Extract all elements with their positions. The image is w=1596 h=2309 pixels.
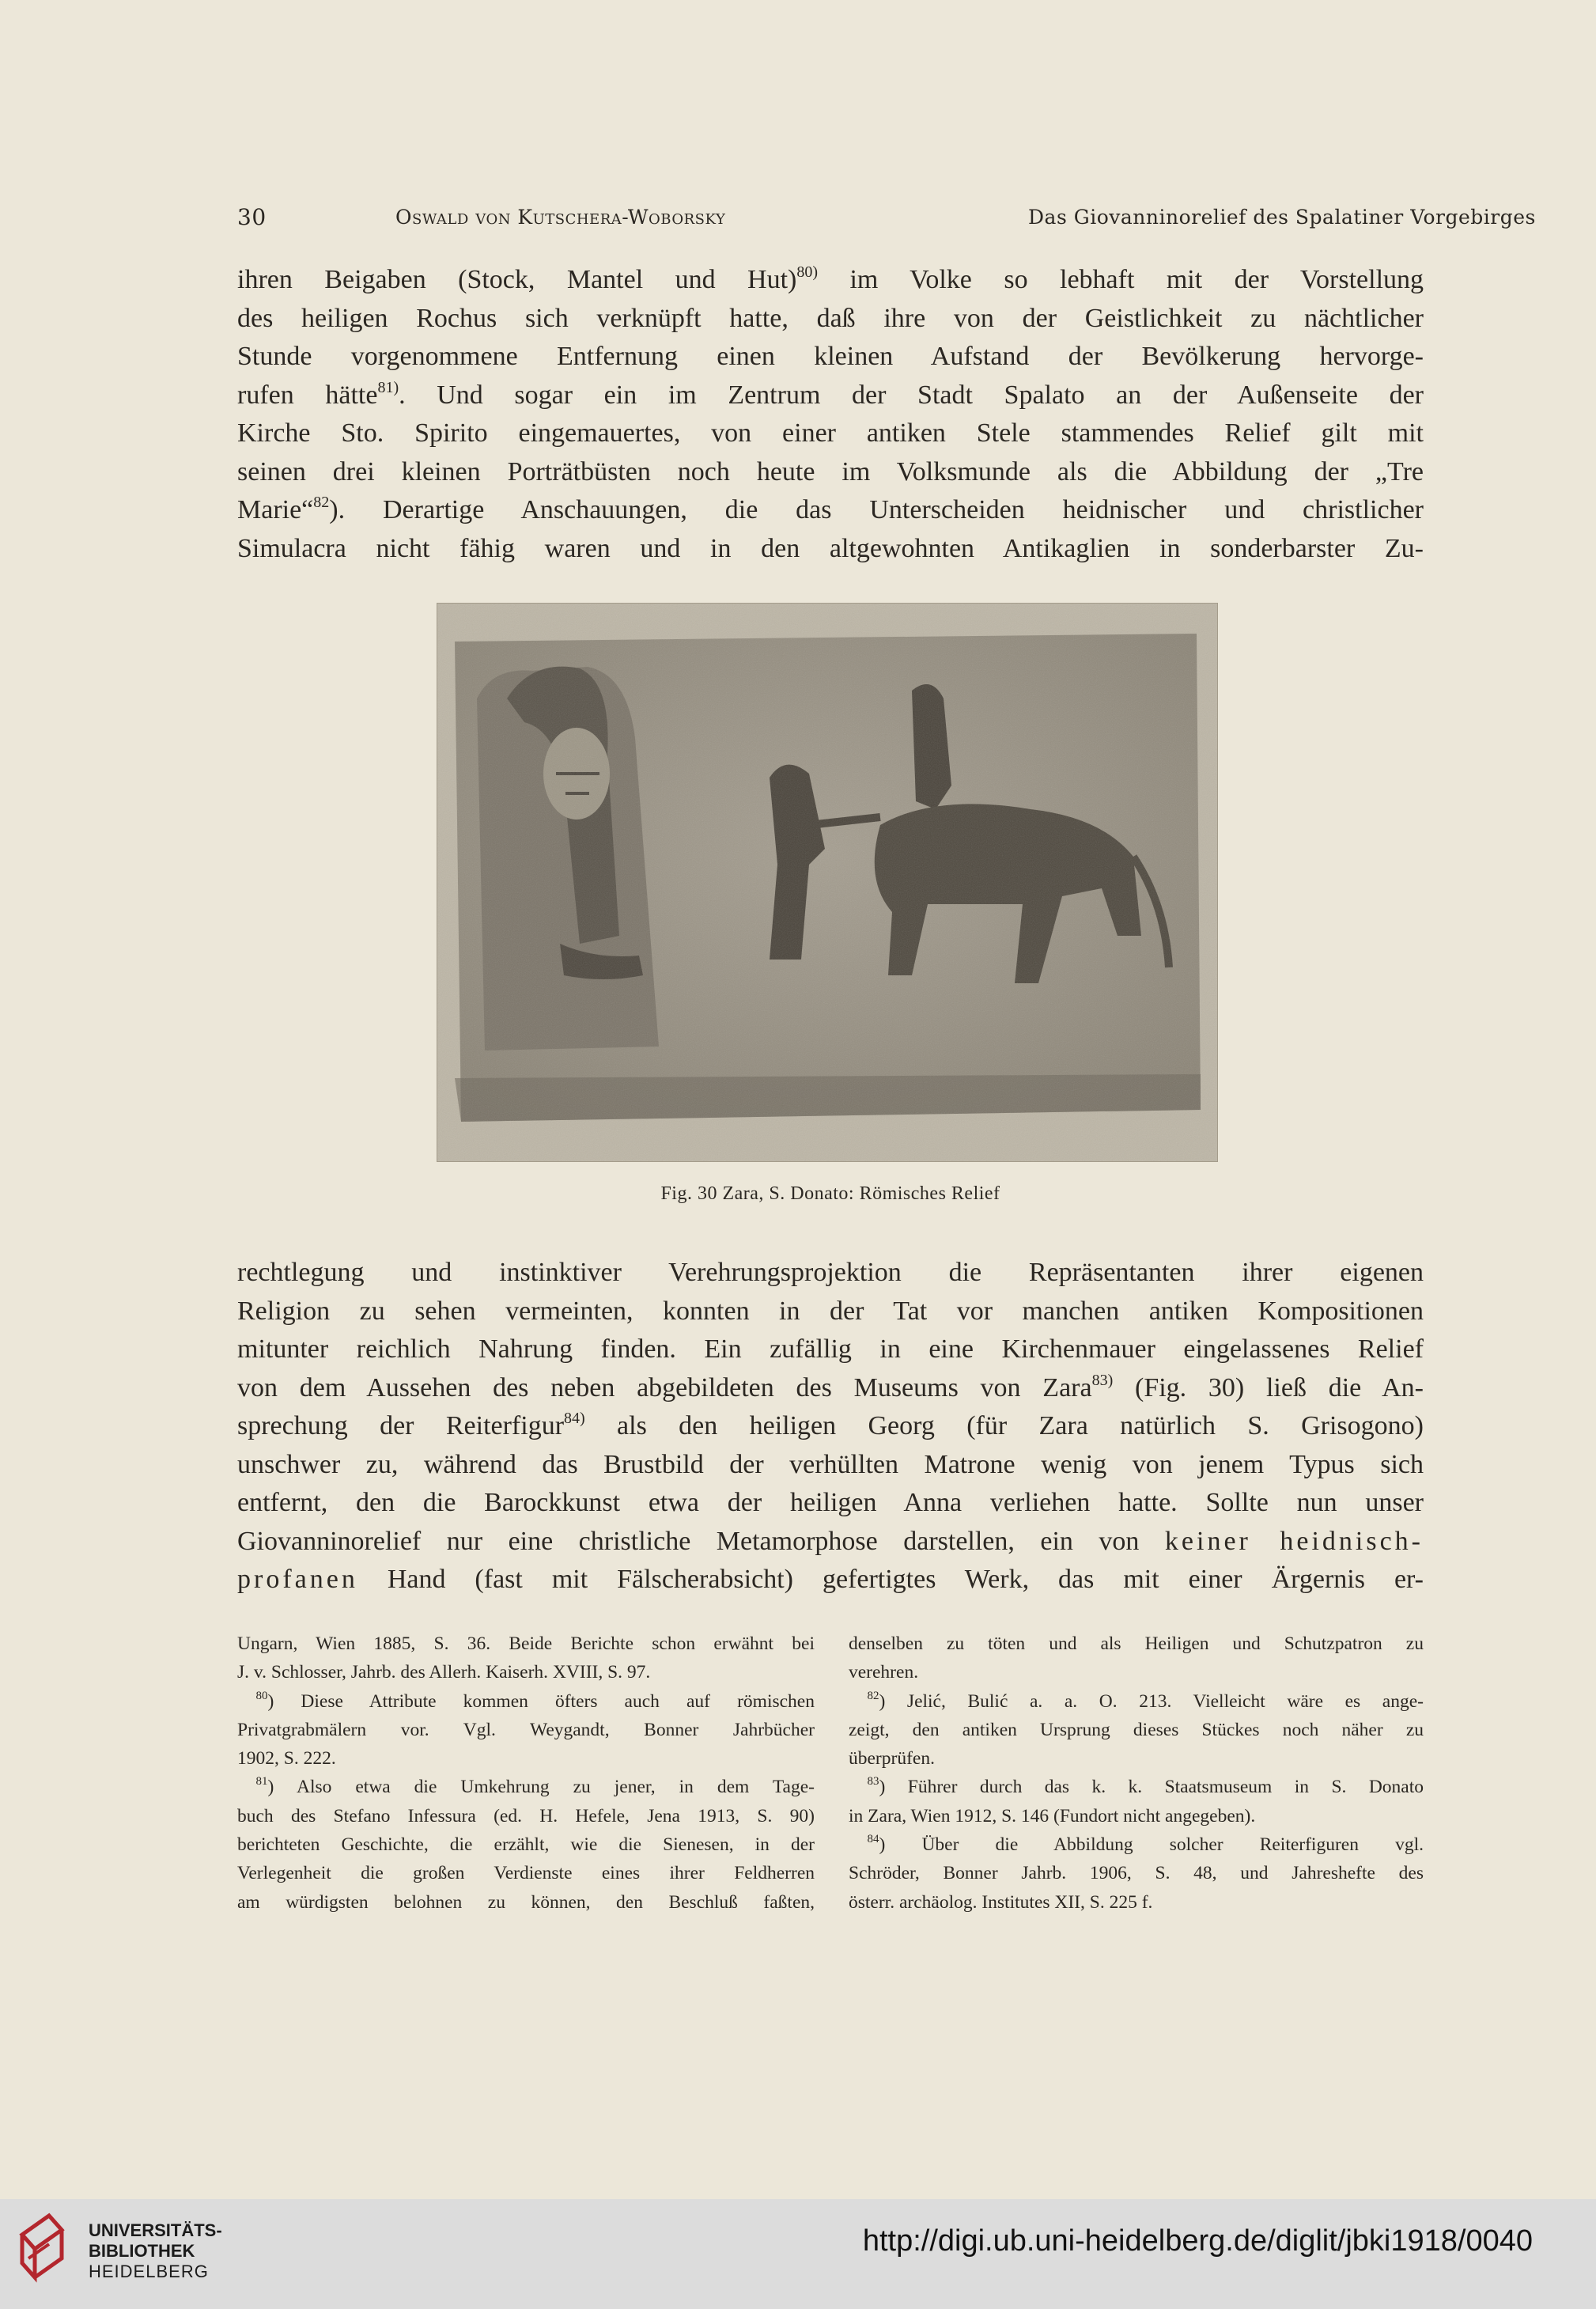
text-line: Stunde vorgenommene Entfernung einen kleinen Aufstand der Bevölkerung hervorge-	[237, 342, 1424, 371]
body-text-top	[237, 261, 1424, 568]
footnote-line: überprüfen.	[849, 1748, 935, 1770]
library-name-line: HEIDELBERG	[89, 2262, 209, 2281]
footnote-line: Verlegenheit die großen Verdienste eines ihrer Feldherren	[237, 1863, 815, 1884]
page-number: 30	[237, 204, 267, 230]
text-line: Simulacra nicht fähig waren und in den altgewohnten Antikaglien in sonderbarster Zu-	[237, 533, 1424, 563]
footnote-line: denselben zu töten und als Heiligen und Schutzpatron zu	[849, 1633, 1424, 1654]
footnote-line: verehren.	[849, 1662, 919, 1683]
relief-photo	[437, 603, 1218, 1162]
footnote-line: $^{80}$) Diese Attribute kommen öfters auch auf römischen	[255, 1689, 815, 1712]
permalink-url[interactable]: http://digi.ub.uni-heidelberg.de/diglit/jbki1918/0040	[862, 2224, 1533, 2258]
footnote-line: berichteten Geschichte, die erzählt, wie die Sienesen, in der	[237, 1834, 815, 1856]
running-head-author: Oswald von Kutschera-Woborsky	[395, 206, 726, 229]
footnote-line: Ungarn, Wien 1885, S. 36. Beide Berichte schon erwähnt bei	[237, 1633, 815, 1654]
footnote-line: $^{81}$) Also etwa die Umkehrung zu jener, in dem Tage-	[255, 1775, 815, 1798]
footnote-line: Schröder, Bonner Jahrb. 1906, S. 48, und Jahreshefte des	[849, 1863, 1424, 1884]
footnote-line: $^{84}$) Über die Abbildung solcher Reiterfiguren vgl.	[867, 1833, 1424, 1856]
footnote-line: in Zara, Wien 1912, S. 146 (Fundort nicht angegeben).	[849, 1805, 1256, 1826]
library-logo-icon[interactable]	[17, 2211, 66, 2298]
running-head-title: Das Giovanninorelief des Spalatiner Vorgebirges	[1028, 206, 1536, 229]
text-line: sprechung der Reiterfigur$^{84)}$ als den heiligen Georg (für Zara natürlich S. Grisogono)	[237, 1410, 1424, 1440]
text-line: Marie“$^{82}$). Derartige Anschauungen, die das Unterscheiden heidnischer und christlicher	[237, 494, 1424, 524]
footnote-line: $^{83}$) Führer durch das k. k. Staatsmuseum in S. Donato	[867, 1775, 1424, 1798]
text-line: Giovanninorelief nur eine christliche Metamorphose darstellen, ein von keiner heidnisch-	[237, 1526, 1424, 1556]
library-name-line: BIBLIOTHEK	[89, 2241, 195, 2261]
footnote-line: am würdigsten belohnen zu können, den Beschluß faßten,	[237, 1891, 815, 1913]
text-line: rechtlegung und instinktiver Verehrungsprojektion die Repräsentanten ihrer eigenen	[237, 1258, 1424, 1287]
footnotes-right-column	[849, 1630, 1424, 1917]
text-line: mitunter reichlich Nahrung finden. Ein zufällig in eine Kirchenmauer eingelassenes Relief	[237, 1334, 1424, 1364]
footnote-line: buch des Stefano Infessura (ed. H. Hefele, Jena 1913, S. 90)	[237, 1805, 815, 1826]
text-line: ihren Beigaben (Stock, Mantel und Hut)$^{80)}$ im Volke so lebhaft mit der Vorstellung	[237, 263, 1424, 294]
text-line: seinen drei kleinen Porträtbüsten noch heute im Volksmunde als die Abbildung der „Tre	[237, 456, 1424, 486]
footnote-line: zeigt, den antiken Ursprung dieses Stückes noch näher zu	[849, 1719, 1424, 1740]
text-line: profanen Hand (fast mit Fälscherabsicht) gefertigtes Werk, das mit einer Ärgernis er-	[237, 1565, 1424, 1594]
text-line: entfernt, den die Barockkunst etwa der heiligen Anna verliehen hatte. Sollte nun unser	[237, 1488, 1424, 1517]
text-line: des heiligen Rochus sich verknüpft hatte, daß ihre von der Geistlichkeit zu nächtlicher	[237, 303, 1424, 333]
text-line: Kirche Sto. Spirito eingemauertes, von einer antiken Stele stammendes Relief gilt mit	[237, 418, 1424, 448]
footnote-line: $^{82}$) Jelić, Bulić a. a. O. 213. Vielleicht wäre es ange-	[867, 1689, 1424, 1712]
text-line: unschwer zu, während das Brustbild der verhüllten Matrone wenig von jenem Typus sich	[237, 1449, 1424, 1479]
footnotes-left-column	[237, 1630, 815, 1917]
footnote-line: 1902, S. 222.	[237, 1748, 336, 1770]
figure-caption: Fig. 30 Zara, S. Donato: Römisches Relief	[660, 1183, 1000, 1204]
library-name-line: UNIVERSITÄTS-	[89, 2220, 222, 2240]
library-name[interactable]	[89, 2220, 222, 2282]
text-line: von dem Aussehen des neben abgebildeten des Museums von Zara$^{83)}$ (Fig. 30) ließ die An-	[237, 1371, 1424, 1402]
footnote-line: österr. archäolog. Institutes XII, S. 225 f.	[849, 1891, 1153, 1913]
text-line: Religion zu sehen vermeinten, konnten in der Tat vor manchen antiken Kompositionen	[237, 1296, 1424, 1326]
footnote-line: J. v. Schlosser, Jahrb. des Allerh. Kaiserh. XVIII, S. 97.	[237, 1662, 651, 1683]
body-text-bottom	[237, 1254, 1424, 1599]
relief-image	[437, 604, 1217, 1161]
text-line: rufen hätte$^{81)}$. Und sogar ein im Zentrum der Stadt Spalato an der Außenseite der	[237, 378, 1424, 410]
footnote-line: Privatgrabmälern vor. Vgl. Weygandt, Bonner Jahrbücher	[237, 1719, 815, 1740]
